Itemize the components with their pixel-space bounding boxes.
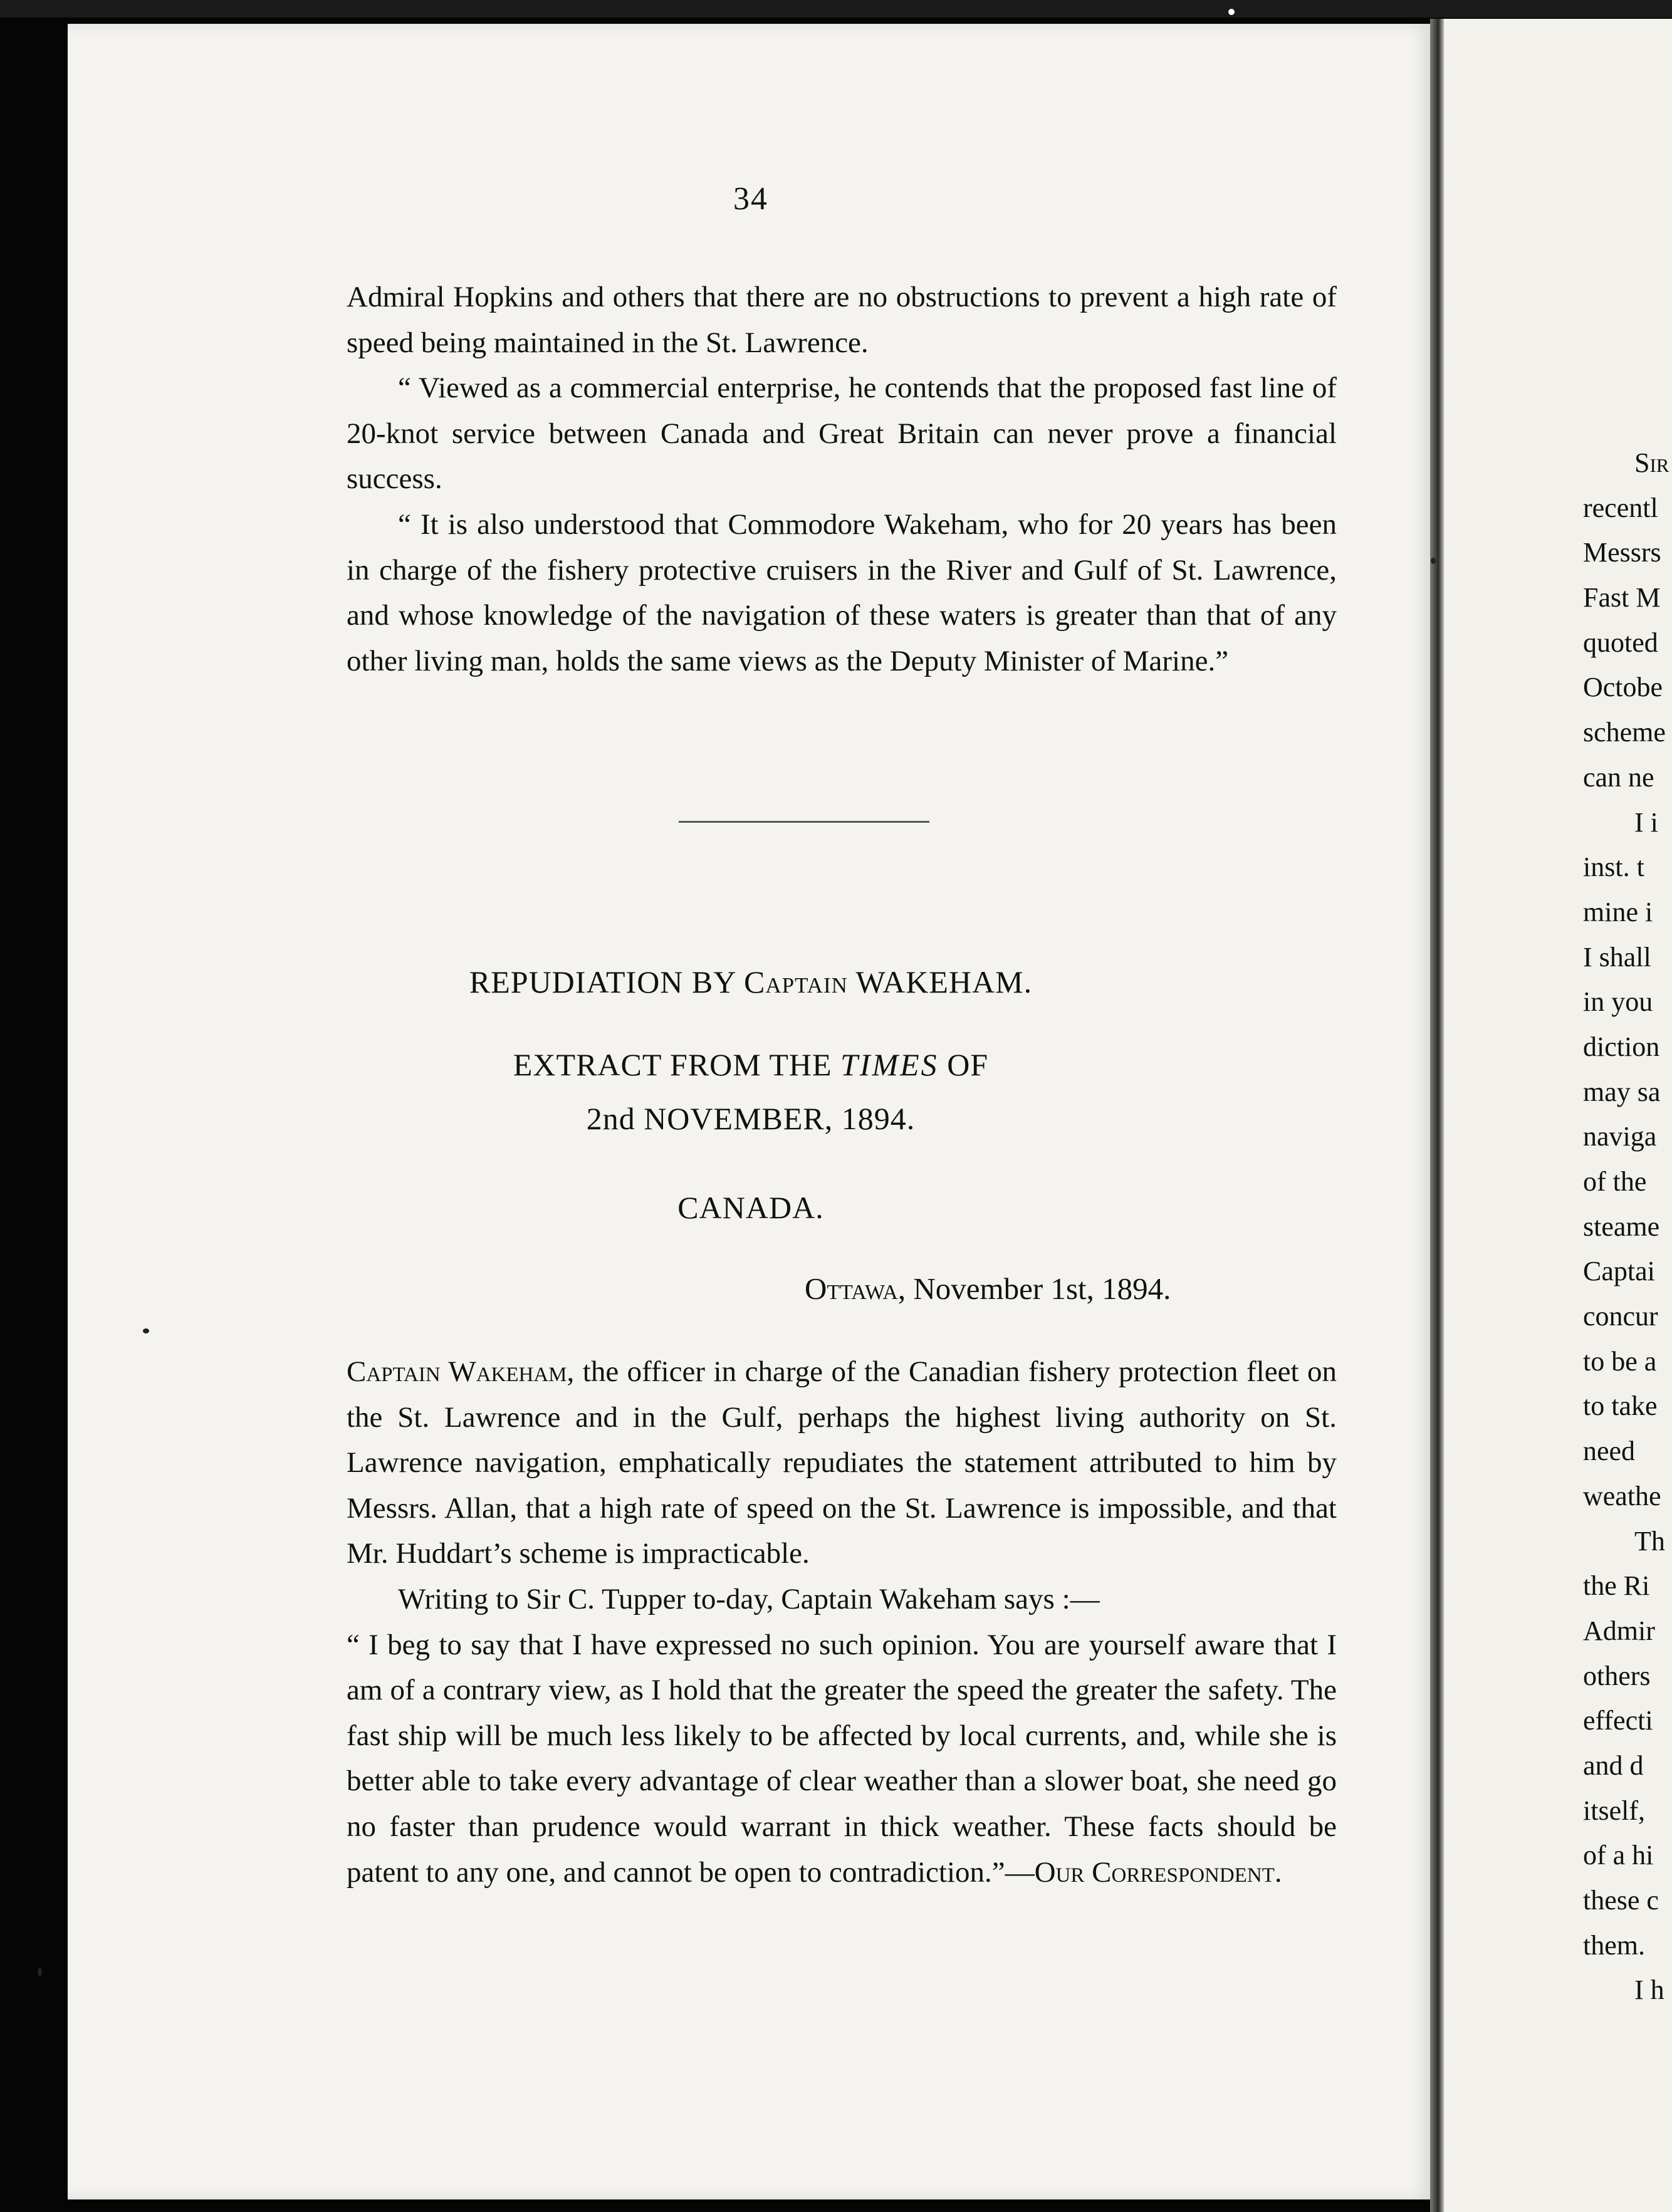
right-page-line: mine i (1583, 896, 1653, 927)
right-page-line: I i (1634, 806, 1658, 838)
article-p1-body: the officer in charge of the Canadian fishery protection fleet on the St. Lawrence and in the Gulf, perhaps the highest living authority on St. Lawrence navigation, emphatically repudiates the statement attributed to him by Messrs. Allan, that a high rate of speed on the St. Lawrence is impossible, and that Mr. Huddart’s scheme is impracticable. (347, 1355, 1337, 1570)
right-page-line: may sa (1583, 1076, 1661, 1107)
right-page-line: I shall (1583, 941, 1651, 973)
right-page-line: scheme (1583, 717, 1666, 748)
right-page-line: Th (1634, 1525, 1665, 1557)
article-text-block (347, 1349, 1337, 1895)
right-page-line: of a hi (1583, 1840, 1654, 1871)
repudiation-title: Captain (744, 964, 848, 999)
dateline-date: November 1st, 1894. (913, 1271, 1171, 1306)
extract-heading (68, 1046, 1434, 1083)
right-page-line: them. (1583, 1929, 1645, 1961)
scan-speck (143, 1328, 149, 1333)
right-page-line: Sir (1634, 447, 1669, 478)
right-page-line: inst. t (1583, 852, 1644, 883)
extract-lead: EXTRACT FROM THE (513, 1047, 832, 1082)
right-page-line: in you (1583, 986, 1653, 1018)
extract-of: OF (947, 1047, 989, 1082)
right-page-fragments (1583, 441, 1669, 2013)
section-divider (679, 821, 929, 823)
scan-speck (1228, 9, 1235, 15)
extract-paper: TIMES (840, 1047, 939, 1082)
paragraph-continuation: Admiral Hopkins and others that there are no obstructions to prevent a high rate of speed being maintained in the St. Lawrence. (347, 281, 1337, 359)
right-page-line: I h (1634, 1975, 1664, 2006)
article-paragraph-2: Writing to Sir C. Tupper to-day, Captain Wakeham says :— (398, 1582, 1100, 1615)
scan-speck (38, 1968, 42, 1976)
right-page-line: others (1583, 1660, 1651, 1691)
article-quote: “ I beg to say that I have expressed no such opinion. You are yourself aware that I am of a contrary view, as I hold that the greater the speed the greater the safety. The fast ship will be much less likely to be affected by local currents, and, while she is better able to take every advantage of clear weather than a slower boat, she need go no faster than prudence would warrant in thick weather. These facts should be patent to any one, and cannot be open to contradiction.”— (347, 1628, 1337, 1889)
right-page-line: effecti (1583, 1705, 1653, 1736)
article-paragraph-3 (347, 1622, 1337, 1896)
right-page-line: Messrs (1583, 537, 1661, 568)
article-lead: Captain Wakeham, (347, 1355, 575, 1388)
top-text-block (347, 274, 1337, 684)
right-page-line: the Ri (1583, 1570, 1650, 1602)
scan-speck (1431, 558, 1436, 564)
right-page-line: of the (1583, 1166, 1647, 1197)
right-page-line: itself, (1583, 1795, 1645, 1826)
paragraph-commodore-wakeham: “ It is also understood that Commodore Wakeham, who for 20 years has been in charge of the fishery protective cruisers in the River and Gulf of St. Lawrence, and whose knowledge of the navigation of these waters is greater than that of any other living man, holds the same views as the Deputy Minister of Marine.” (347, 508, 1337, 677)
country-heading: CANADA. (677, 1190, 824, 1225)
right-page-line: can ne (1583, 761, 1654, 793)
right-page-line: recentl (1583, 492, 1658, 523)
right-page-line: these c (1583, 1885, 1659, 1916)
right-page-line: Octobe (1583, 672, 1663, 703)
right-page-line: and d (1583, 1750, 1644, 1781)
repudiation-heading (68, 964, 1434, 1000)
dateline (805, 1271, 1171, 1307)
right-page-line: Fast M (1583, 582, 1661, 613)
scan-edge (0, 0, 1672, 18)
book-gutter (1430, 19, 1444, 2212)
dateline-place: Ottawa, (805, 1271, 906, 1306)
page-number: 34 (733, 181, 768, 217)
repudiation-lead: REPUDIATION BY (469, 964, 736, 999)
left-page (68, 24, 1438, 2199)
repudiation-name: WAKEHAM. (855, 964, 1033, 999)
right-page (1444, 19, 1672, 2212)
right-page-line: weathe (1583, 1480, 1661, 1511)
right-page-line: Captai (1583, 1256, 1655, 1287)
paragraph-commercial-enterprise: “ Viewed as a commercial enterprise, he contends that the proposed fast line of 20-knot service between Canada and Great Britain can never prove a financial success. (347, 372, 1337, 496)
right-page-line: Admir (1583, 1615, 1655, 1646)
right-page-line: to be a (1583, 1345, 1657, 1377)
article-signature: Our Correspondent. (1034, 1855, 1282, 1889)
right-page-line: need (1583, 1436, 1636, 1467)
right-page-line: steame (1583, 1211, 1660, 1242)
right-page-line: concur (1583, 1301, 1658, 1332)
right-page-line: naviga (1583, 1121, 1657, 1152)
right-page-line: quoted (1583, 627, 1658, 658)
extract-date: 2nd NOVEMBER, 1894. (586, 1101, 916, 1136)
article-paragraph-1 (347, 1349, 1337, 1577)
right-page-line: diction (1583, 1031, 1660, 1062)
right-page-line: to take (1583, 1390, 1658, 1422)
